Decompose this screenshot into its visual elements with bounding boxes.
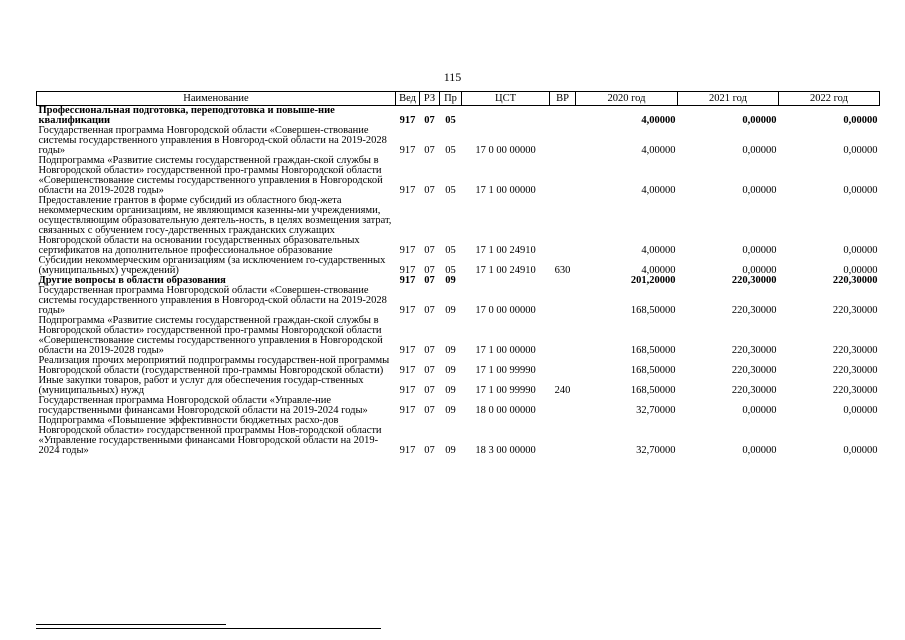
page-number: 115	[443, 70, 462, 84]
table-row	[37, 286, 880, 316]
row-value-2020: 168,50000	[630, 365, 676, 376]
row-value-2022: 220,30000	[832, 305, 878, 316]
row-name: Другие вопросы в области образования	[38, 275, 226, 286]
row-vr: 240	[554, 385, 571, 396]
row-value-2020: 168,50000	[630, 345, 676, 356]
row-value-2021: 220,30000	[731, 345, 777, 356]
row-vr	[550, 356, 576, 376]
row-cst: 18 0 00 00000	[475, 405, 536, 416]
row-rz: 07	[424, 245, 435, 256]
row-rz: 07	[424, 145, 435, 156]
row-pr: 09	[445, 385, 456, 396]
row-value-2020: 32,70000	[636, 445, 676, 456]
table-header-row	[37, 92, 880, 106]
row-rz: 07	[424, 385, 435, 396]
row-value-2021: 0,00000	[742, 245, 777, 256]
row-rz: 07	[424, 185, 435, 196]
table-row	[37, 156, 880, 196]
row-vr	[550, 196, 576, 256]
row-vr: 630	[554, 265, 571, 276]
row-vr	[550, 416, 576, 456]
table-row	[37, 256, 880, 276]
row-value-2021: 0,00000	[742, 115, 777, 126]
table-row	[37, 196, 880, 256]
row-pr: 09	[445, 305, 456, 316]
row-rz: 07	[424, 445, 435, 456]
row-name: Реализация прочих мероприятий подпрограммы государствен-ной программы Новгородской области (государственной про-граммы Новгородской области)	[38, 355, 390, 376]
row-value-2022: 0,00000	[843, 245, 878, 256]
header-rz: РЗ	[420, 92, 440, 106]
row-ved: 917	[399, 245, 416, 256]
footer-divider-long	[36, 628, 381, 629]
header-2022: 2022 год	[779, 92, 880, 106]
row-pr: 05	[445, 145, 456, 156]
row-value-2021: 220,30000	[731, 365, 777, 376]
row-vr	[550, 286, 576, 316]
row-value-2020: 4,00000	[641, 145, 676, 156]
table-row	[37, 396, 880, 416]
row-ved: 917	[399, 265, 416, 276]
row-ved: 917	[399, 115, 416, 126]
row-value-2022: 0,00000	[843, 265, 878, 276]
row-ved: 917	[399, 145, 416, 156]
row-rz: 07	[424, 305, 435, 316]
row-cst: 17 1 00 24910	[475, 245, 536, 256]
row-ved: 917	[399, 385, 416, 396]
row-value-2022: 220,30000	[832, 365, 878, 376]
footer-divider	[36, 624, 226, 625]
row-cst: 17 1 00 00000	[475, 345, 536, 356]
row-value-2022: 220,30000	[832, 275, 878, 286]
row-vr	[550, 276, 576, 286]
row-value-2020: 168,50000	[630, 385, 676, 396]
row-value-2021: 220,30000	[731, 275, 777, 286]
row-name: Государственная программа Новгородской области «Совершен-ствование системы государственного управления в Новгород-ской области на 2019-2028 годы»	[38, 285, 387, 316]
row-rz: 07	[424, 115, 435, 126]
row-cst: 18 3 00 00000	[475, 445, 536, 456]
row-value-2021: 220,30000	[731, 305, 777, 316]
row-value-2020: 32,70000	[636, 405, 676, 416]
row-pr: 09	[445, 275, 456, 286]
row-ved: 917	[399, 345, 416, 356]
header-2020: 2020 год	[576, 92, 678, 106]
row-name: Иные закупки товаров, работ и услуг для обеспечения государ-ственных (муниципальных) нужд	[38, 375, 364, 396]
row-rz: 07	[424, 345, 435, 356]
header-pr: Пр	[440, 92, 462, 106]
row-ved: 917	[399, 445, 416, 456]
row-value-2020: 168,50000	[630, 305, 676, 316]
budget-table	[36, 91, 880, 456]
row-rz: 07	[424, 275, 435, 286]
row-value-2022: 0,00000	[843, 185, 878, 196]
row-name: Предоставление грантов в форме субсидий из областного бюд-жета некоммерческим организациям, не являющимся казенны-ми учреждениями, осуществляющим образовательную деятель-ность, в целях возмещения затрат, связанных с обучением госу-дарственных гражданских служащих Новгородской области на основании государственных образовательных сертификатов на дополнительное профессиональное образование	[38, 195, 392, 256]
row-pr: 09	[445, 445, 456, 456]
row-value-2021: 220,30000	[731, 385, 777, 396]
table-body	[37, 106, 880, 457]
table-row	[37, 376, 880, 396]
row-value-2022: 220,30000	[832, 345, 878, 356]
row-cst: 17 1 00 00000	[475, 185, 536, 196]
row-pr: 05	[445, 245, 456, 256]
row-ved: 917	[399, 275, 416, 286]
row-value-2020: 4,00000	[641, 265, 676, 276]
row-name: Подпрограмма «Развитие системы государственной граждан-ской службы в Новгородской области» государственной про-граммы Новгородской области «Совершенствование системы государственного управления в Новгородской области на 2019-2028 годы»	[38, 315, 383, 356]
row-cst	[462, 106, 550, 127]
row-vr	[550, 396, 576, 416]
header-vr: ВР	[550, 92, 576, 106]
row-value-2022: 0,00000	[843, 115, 878, 126]
row-vr	[550, 126, 576, 156]
row-ved: 917	[399, 405, 416, 416]
row-name: Государственная программа Новгородской области «Совершен-ствование системы государственного управления в Новгород-ской области на 2019-2028 годы»	[38, 125, 387, 156]
row-name: Субсидии некоммерческим организациям (за исключением го-сударственных (муниципальных) учреждений)	[38, 255, 386, 276]
row-value-2020: 4,00000	[641, 245, 676, 256]
header-2021: 2021 год	[678, 92, 779, 106]
row-vr	[550, 156, 576, 196]
row-value-2022: 220,30000	[832, 385, 878, 396]
row-cst	[462, 276, 550, 286]
row-value-2020: 4,00000	[641, 115, 676, 126]
row-pr: 05	[445, 265, 456, 276]
row-value-2022: 0,00000	[843, 145, 878, 156]
row-name: Подпрограмма «Развитие системы государственной граждан-ской службы в Новгородской области» государственной про-граммы Новгородской области «Совершенствование системы государственного управления в Новгородской области на 2019-2028 годы»	[38, 155, 383, 196]
table-row	[37, 356, 880, 376]
row-value-2021: 0,00000	[742, 265, 777, 276]
row-vr	[550, 106, 576, 127]
row-value-2020: 4,00000	[641, 185, 676, 196]
row-rz: 07	[424, 365, 435, 376]
row-value-2022: 0,00000	[843, 405, 878, 416]
row-name: Подпрограмма «Повышение эффективности бюджетных расхо-дов Новгородской области» государственной программы Нов-городской области «Управление государственными финансами Новгородской области на 2019-2024 годы»	[38, 415, 382, 456]
row-pr: 09	[445, 365, 456, 376]
row-vr	[550, 316, 576, 356]
row-ved: 917	[399, 305, 416, 316]
header-ved: Вед	[396, 92, 420, 106]
row-pr: 05	[445, 115, 456, 126]
row-value-2022: 0,00000	[843, 445, 878, 456]
row-value-2021: 0,00000	[742, 145, 777, 156]
row-name: Профессиональная подготовка, переподготовка и повыше-ние квалификации	[38, 105, 335, 126]
row-name: Государственная программа Новгородской области «Управле-ние государственными финансами Новгородской области на 2019-2024 годы»	[38, 395, 368, 416]
row-cst: 17 1 00 24910	[475, 265, 536, 276]
row-cst: 17 0 00 00000	[475, 145, 536, 156]
row-ved: 917	[399, 365, 416, 376]
table-row	[37, 416, 880, 456]
table-row	[37, 126, 880, 156]
row-cst: 17 1 00 99990	[475, 385, 536, 396]
row-value-2020: 201,20000	[630, 275, 676, 286]
header-cst: ЦСТ	[462, 92, 550, 106]
row-rz: 07	[424, 265, 435, 276]
row-value-2021: 0,00000	[742, 185, 777, 196]
row-cst: 17 0 00 00000	[475, 305, 536, 316]
table-row	[37, 106, 880, 127]
row-pr: 05	[445, 185, 456, 196]
header-name: Наименование	[37, 92, 396, 106]
table-row	[37, 316, 880, 356]
row-pr: 09	[445, 345, 456, 356]
row-pr: 09	[445, 405, 456, 416]
row-value-2021: 0,00000	[742, 445, 777, 456]
row-ved: 917	[399, 185, 416, 196]
row-cst: 17 1 00 99990	[475, 365, 536, 376]
row-rz: 07	[424, 405, 435, 416]
row-value-2021: 0,00000	[742, 405, 777, 416]
